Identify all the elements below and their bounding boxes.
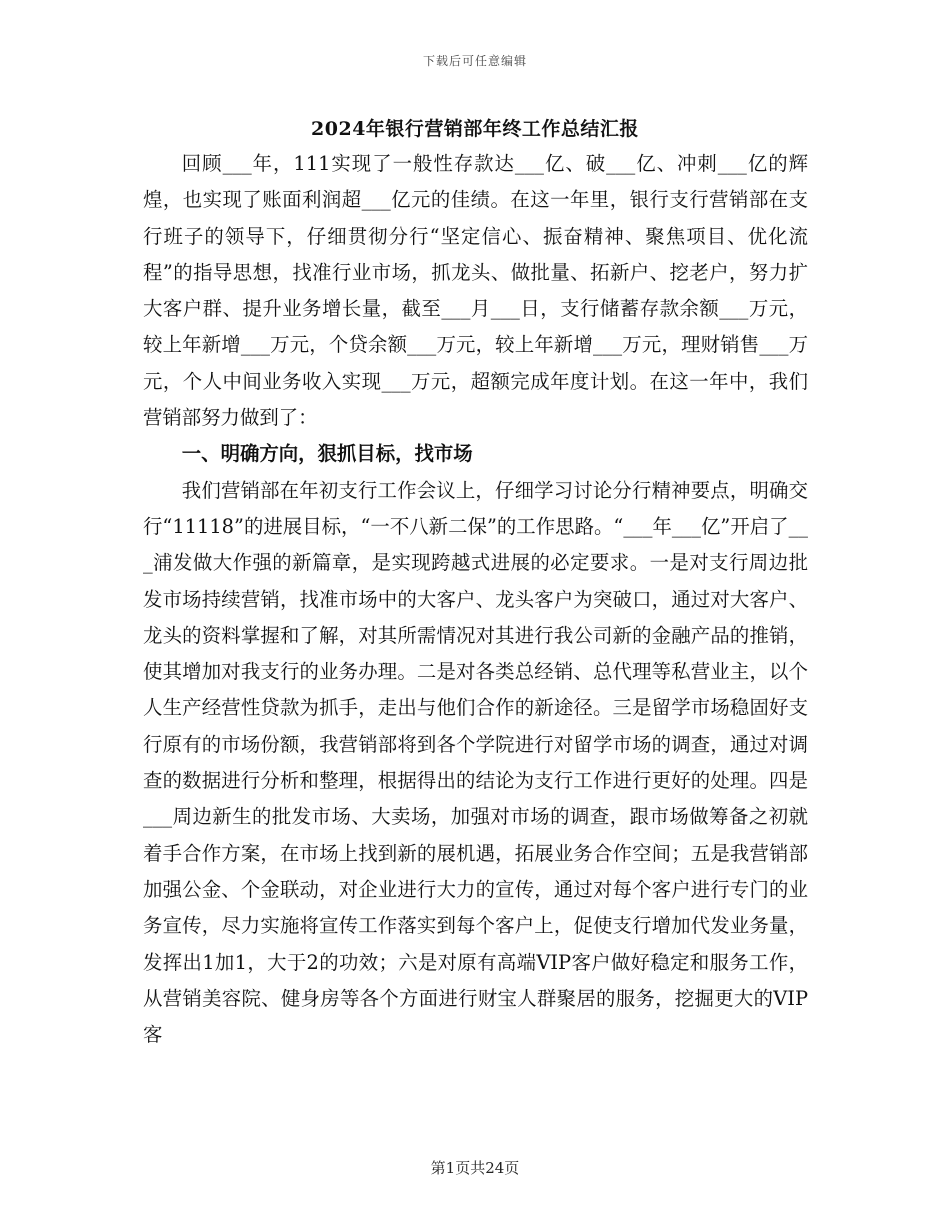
document-body — [143, 146, 808, 1053]
section-1-paragraph: 我们营销部在年初支行工作会议上，仔细学习讨论分行精神要点，明确交行“11118”的进展目标，“一不八新二保”的工作思路。“___年___亿”开启了___浦发做大作强的新篇章，是实现跨越式进展的必定要求。一是对支行周边批发市场持续营销，找准市场中的大客户、龙头客户为突破口，通过对大客户、龙头的资料掌握和了解，对其所需情况对其进行我公司新的金融产品的推销，使其增加对我支行的业务办理。二是对各类总经销、总代理等私营业主，以个人生产经营性贷款为抓手，走出与他们合作的新途径。三是留学市场稳固好支行原有的市场份额，我营销部将到各个学院进行对留学市场的调查，通过对调查的数据进行分析和整理，根据得出的结论为支行工作进行更好的处理。四是___周边新生的批发市场、大卖场，加强对市场的调查，跟市场做筹备之初就着手合作方案，在市场上找到新的展机遇，拓展业务合作空间；五是我营销部加强公金、个金联动，对企业进行大力的宣传，通过对每个客户进行专门的业务宣传，尽力实施将宣传工作落实到每个客户上，促使支行增加代发业务量，发挥出1加1，大于2的功效；六是对原有高端VIP客户做好稳定和服务工作，从营销美容院、健身房等各个方面进行财宝人群聚居的服务，挖掘更大的VIP客 — [143, 478, 808, 1047]
section-heading-1: 一、明确方向，狠抓目标，找市场 — [181, 442, 473, 466]
page-header-note: 下载后可任意编辑 — [422, 54, 527, 68]
page-number-footer: 第1页共24页 — [430, 1159, 520, 1177]
intro-paragraph: 回顾___年，111实现了一般性存款达___亿、破___亿、冲刺___亿的辉煌，也实现了账面利润超___亿元的佳绩。在这一年里，银行支行营销部在支行班子的领导下，仔细贯彻分行“坚定信心、振奋精神、聚焦项目、优化流程”的指导思想，找准行业市场，抓龙头、做批量、拓新户、挖老户，努力扩大客户群、提升业务增长量，截至___月___日，支行储蓄存款余额___万元，较上年新增___万元，个贷余额___万元，较上年新增___万元，理财销售___万元，个人中间业务收入实现___万元，超额完成年度计划。在这一年中，我们营销部努力做到了： — [143, 152, 808, 430]
document-title: 2024年银行营销部年终工作总结汇报 — [311, 118, 639, 140]
